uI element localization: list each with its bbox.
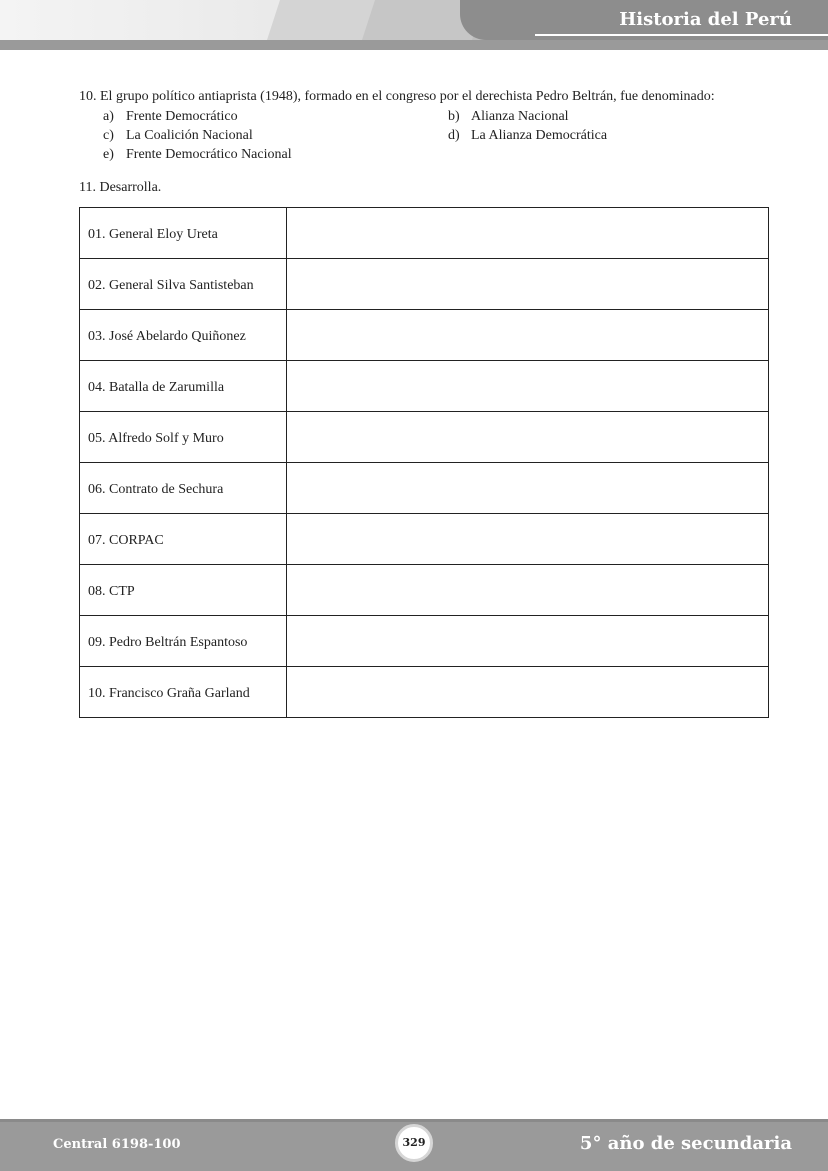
question-11-stem: 11. Desarrolla. xyxy=(79,180,162,195)
table-row xyxy=(80,310,769,361)
table-term-cell: 03. José Abelardo Quiñonez xyxy=(80,310,287,361)
header-title: Historia del Perú xyxy=(619,9,792,30)
table-term-cell: 07. CORPAC xyxy=(80,514,287,565)
develop-table xyxy=(79,207,769,718)
option-text: Frente Democrático xyxy=(126,109,238,124)
footer-grade: 5° año de secundaria xyxy=(579,1133,792,1154)
page-number: 329 xyxy=(395,1124,433,1162)
table-row xyxy=(80,208,769,259)
table-answer-cell[interactable] xyxy=(287,514,769,565)
table-answer-cell[interactable] xyxy=(287,667,769,718)
option-text: Frente Democrático Nacional xyxy=(126,147,292,162)
table-answer-cell[interactable] xyxy=(287,412,769,463)
table-answer-cell[interactable] xyxy=(287,361,769,412)
option-text: La Alianza Democrática xyxy=(471,128,608,143)
table-answer-cell[interactable] xyxy=(287,616,769,667)
table-term-cell: 08. CTP xyxy=(80,565,287,616)
question-10 xyxy=(79,88,769,164)
table-answer-cell[interactable] xyxy=(287,259,769,310)
table-row xyxy=(80,412,769,463)
option-a xyxy=(103,107,238,126)
table-term-cell: 09. Pedro Beltrán Espantoso xyxy=(80,616,287,667)
option-d xyxy=(448,126,607,145)
option-b xyxy=(448,107,569,126)
header-light-band xyxy=(0,0,300,40)
table-row xyxy=(80,463,769,514)
table-term-cell: 10. Francisco Graña Garland xyxy=(80,667,287,718)
table-row xyxy=(80,361,769,412)
table-row xyxy=(80,667,769,718)
table-answer-cell[interactable] xyxy=(287,565,769,616)
table-answer-cell[interactable] xyxy=(287,463,769,514)
table-term-cell: 02. General Silva Santisteban xyxy=(80,259,287,310)
table-row xyxy=(80,565,769,616)
option-text: Alianza Nacional xyxy=(471,109,569,124)
table-row xyxy=(80,514,769,565)
table-term-cell: 01. General Eloy Ureta xyxy=(80,208,287,259)
header-bottom-strip xyxy=(0,40,828,50)
table-row xyxy=(80,616,769,667)
footer-top-line xyxy=(0,1119,828,1122)
table-term-cell: 04. Batalla de Zarumilla xyxy=(80,361,287,412)
option-letter: c) xyxy=(103,128,114,143)
page-header xyxy=(0,0,828,50)
table-row xyxy=(80,259,769,310)
header-rule xyxy=(535,34,828,36)
option-text: La Coalición Nacional xyxy=(126,128,253,143)
table-answer-cell[interactable] xyxy=(287,208,769,259)
table-term-cell: 05. Alfredo Solf y Muro xyxy=(80,412,287,463)
footer-phone: Central 6198-100 xyxy=(53,1137,181,1152)
table-term-cell: 06. Contrato de Sechura xyxy=(80,463,287,514)
table-answer-cell[interactable] xyxy=(287,310,769,361)
option-letter: e) xyxy=(103,147,114,162)
question-10-stem: 10. El grupo político antiaprista (1948), formado en el congreso por el derechista Pedro Beltrán, fue denominado: xyxy=(79,89,715,104)
option-letter: a) xyxy=(103,109,114,124)
option-e xyxy=(103,145,292,164)
option-c xyxy=(103,126,253,145)
option-letter: d) xyxy=(448,128,460,143)
question-10-options xyxy=(79,107,769,164)
option-letter: b) xyxy=(448,109,460,124)
